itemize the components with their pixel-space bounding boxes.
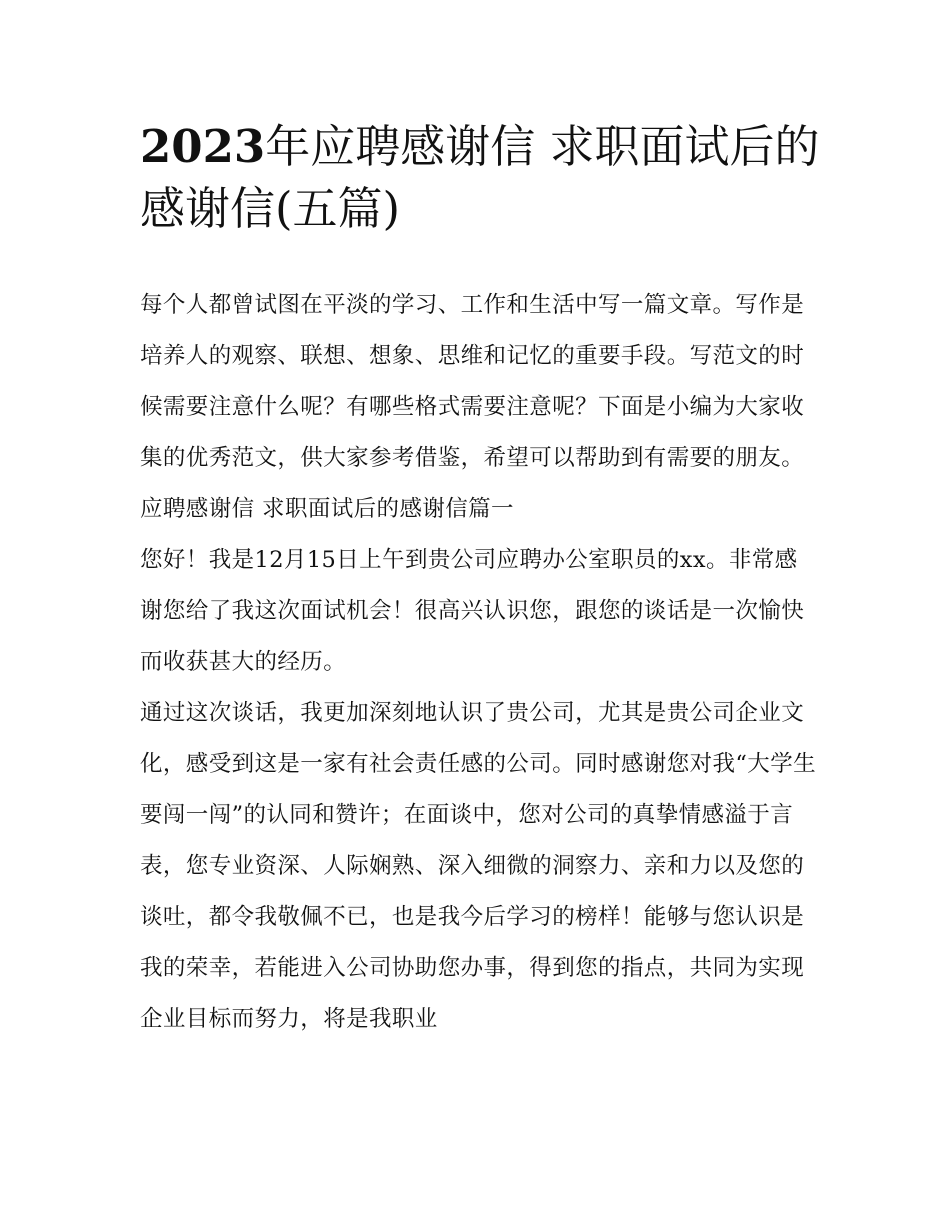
title-text: 年应聘感谢信 求职面试后的感谢信(五篇)	[140, 120, 820, 235]
letter-paragraph-1: 您好！我是12月15日上午到贵公司应聘办公室职员的xx。非常感谢您给了我这次面试机会！很高兴认识您，跟您的谈话是一次愉快而收获甚大的经历。	[140, 547, 805, 675]
document-title	[140, 116, 820, 240]
document-body	[140, 280, 816, 1045]
letter-paragraph-2: 通过这次谈话，我更加深刻地认识了贵公司，尤其是贵公司企业文化，感受到这是一家有社会责任感的公司。同时感谢您对我“大学生要闯一闯”的认同和赞许；在面谈中，您对公司的真挚情感溢于言表，您专业资深、人际娴熟、深入细微的洞察力、亲和力以及您的谈吐，都令我敬佩不已，也是我今后学习的榜样！能够与您认识是我的荣幸，若能进入公司协助您办事，得到您的指点，共同为实现企业目标而努力，将是我职业	[140, 700, 817, 1032]
section-heading: 应聘感谢信 求职面试后的感谢信篇一	[140, 496, 514, 522]
title-year: 2023	[140, 120, 266, 173]
intro-paragraph: 每个人都曾试图在平淡的学习、工作和生活中写一篇文章。写作是培养人的观察、联想、想象、思维和记忆的重要手段。写范文的时候需要注意什么呢？有哪些格式需要注意呢？下面是小编为大家收集的优秀范文，供大家参考借鉴，希望可以帮助到有需要的朋友。	[140, 292, 805, 471]
